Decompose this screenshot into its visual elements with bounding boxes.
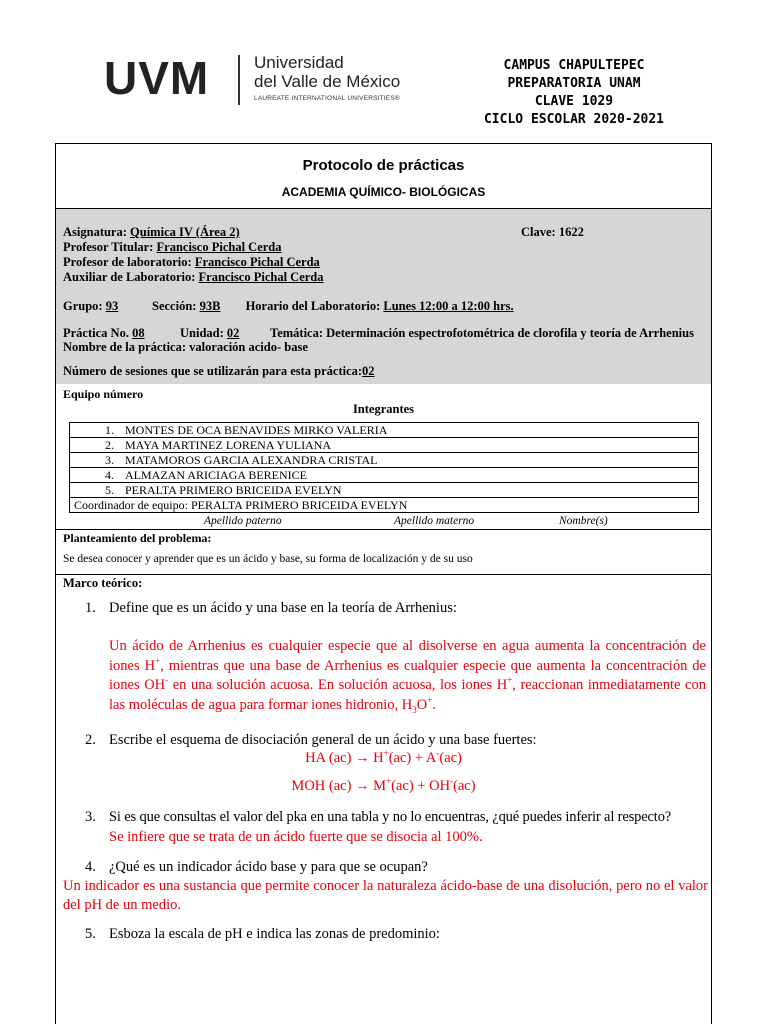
table-row	[70, 468, 699, 483]
superscript: -	[436, 748, 440, 759]
superscript: +	[386, 776, 392, 787]
equation-text: MOH (ac) → M	[291, 778, 387, 794]
equation-base	[56, 778, 711, 795]
question-2: Escribe el esquema de disociación general de un ácido y una base fuertes:	[109, 732, 537, 748]
answer-text: , mientras que una base de Arrhenius es cualquier especie que aumenta la concentración de iones OH	[109, 657, 706, 693]
protocol-subtitle: ACADEMIA QUÍMICO- BIOLÓGICAS	[281, 185, 486, 199]
sesiones-label: Número de sesiones que se utilizarán para esta práctica:	[63, 364, 363, 378]
grupo-label: Grupo:	[63, 299, 106, 313]
protocol-title: Protocolo de prácticas	[302, 157, 465, 174]
coordinador-cell: Coordinador de equipo: PERALTA PRIMERO BRICEIDA EVELYN	[70, 498, 699, 513]
member-cell	[70, 453, 699, 468]
grupo-row	[63, 299, 118, 314]
member-number: 5.	[105, 483, 114, 497]
seccion-label: Sección:	[152, 299, 200, 313]
title-box	[56, 144, 711, 209]
practica-value: 08	[132, 326, 145, 340]
member-name: MONTES DE OCA BENAVIDES MIRKO VALERIA	[125, 423, 388, 437]
table-row	[70, 423, 699, 438]
nombre-practica: Nombre de la práctica: valoración acido- base	[63, 340, 308, 354]
member-number: 3.	[105, 453, 114, 467]
answer-text: .	[432, 696, 436, 713]
equipo-label: Equipo número	[63, 387, 144, 401]
logo-tagline: LAUREATE INTERNATIONAL UNIVERSITIES®	[254, 95, 400, 102]
horario-label: Horario del Laboratorio:	[245, 299, 384, 313]
question-5: Esboza la escala de pH e indica las zonas de predominio:	[109, 926, 440, 942]
horario-value: Lunes 12:00 a 12:00 hrs.	[383, 299, 514, 313]
table-row	[70, 438, 699, 453]
profesor-titular-label: Profesor Titular:	[63, 240, 157, 254]
subscript: 3	[412, 704, 417, 715]
clave-value: Clave: 1622	[521, 225, 584, 239]
seccion-value: 93B	[199, 299, 221, 313]
superscript: +	[383, 748, 389, 759]
planteamiento-title: Planteamiento del problema:	[63, 531, 212, 545]
asignatura-row	[63, 225, 240, 240]
question-number: 1.	[85, 600, 96, 616]
practica-label: Práctica No.	[63, 326, 133, 340]
superscript: +	[427, 694, 433, 705]
sesiones-row	[63, 364, 375, 379]
divider	[56, 574, 711, 575]
equation-text: HA (ac) → H	[305, 750, 384, 766]
member-number: 4.	[105, 468, 114, 482]
member-number: 1.	[105, 423, 114, 437]
member-cell	[70, 483, 699, 498]
question-number: 2.	[85, 732, 96, 748]
auxiliar-row	[63, 270, 324, 285]
member-name: PERALTA PRIMERO BRICEIDA EVELYN	[125, 483, 342, 497]
profesor-lab-row	[63, 255, 320, 270]
member-name: ALMAZAN ARICIAGA BERENICE	[125, 468, 307, 482]
asignatura-value: Química IV (Área 2)	[130, 225, 240, 239]
logo-name-line1: Universidad	[254, 53, 344, 72]
grupo-value: 93	[105, 299, 119, 313]
campus-info	[462, 57, 686, 129]
auxiliar-value: Francisco Pichal Cerda	[198, 270, 324, 284]
unidad-row	[180, 326, 239, 341]
divider	[56, 529, 711, 530]
campus-line: CICLO ESCOLAR 2020-2021	[483, 112, 664, 127]
member-name: MATAMOROS GARCIA ALEXANDRA CRISTAL	[125, 453, 378, 467]
logo-divider	[238, 55, 240, 105]
nombres-label: Nombre(s)	[559, 515, 608, 527]
answer-3: Se infiere que se trata de un ácido fuerte que se disocia al 100%.	[109, 829, 483, 845]
profesor-lab-value: Francisco Pichal Cerda	[194, 255, 320, 269]
answer-1	[109, 637, 706, 715]
question-1: Define que es un ácido y una base en la teoría de Arrhenius:	[109, 600, 457, 616]
equation-text: (ac) + OH	[391, 778, 451, 794]
equation-acid	[56, 750, 711, 767]
tematica: Temática: Determinación espectrofotométrica de clorofila y teoría de Arrhenius	[270, 326, 694, 340]
answer-text: Un ácido de Arrhenius es cualquier especie que al disolverse en agua aumenta la concentración de iones H	[109, 638, 706, 674]
seccion-row	[152, 299, 514, 314]
equation-text: (ac)	[453, 778, 476, 794]
unidad-value: 02	[226, 326, 240, 340]
table-row	[70, 453, 699, 468]
marco-teorico-title: Marco teórico:	[63, 576, 143, 590]
asignatura-label: Asignatura:	[63, 225, 131, 239]
auxiliar-label: Auxiliar de Laboratorio:	[63, 270, 199, 284]
planteamiento-text: Se desea conocer y aprender que es un ácido y base, su forma de localización y de su uso	[63, 553, 473, 565]
superscript: -	[450, 776, 454, 787]
apellido-materno-label: Apellido materno	[394, 515, 475, 527]
sesiones-value: 02	[362, 364, 375, 378]
question-number: 3.	[85, 809, 96, 825]
campus-line: PREPARATORIA UNAM	[507, 76, 641, 91]
apellido-paterno-label: Apellido paterno	[204, 515, 282, 527]
answer-text: O	[416, 696, 428, 713]
members-table	[69, 422, 699, 513]
profesor-titular-value: Francisco Pichal Cerda	[156, 240, 282, 254]
question-4: ¿Qué es un indicador ácido base y para que se ocupan?	[109, 859, 428, 875]
superscript: +	[507, 675, 513, 686]
question-number: 4.	[85, 859, 96, 875]
profesor-lab-label: Profesor de laboratorio:	[63, 255, 195, 269]
question-number: 5.	[85, 926, 96, 942]
question-3: Si es que consultas el valor del pka en una tabla y no lo encuentras, ¿qué puedes inferir al respecto?	[109, 809, 672, 825]
equation-text: (ac) + A	[388, 750, 437, 766]
member-name: MAYA MARTINEZ LORENA YULIANA	[125, 438, 332, 452]
campus-line: CAMPUS CHAPULTEPEC	[503, 58, 645, 73]
logo-university-name	[254, 53, 400, 91]
unidad-label: Unidad:	[180, 326, 227, 340]
equation-text: (ac)	[439, 750, 462, 766]
info-section	[56, 209, 711, 384]
logo-name-line2: del Valle de México	[254, 72, 401, 91]
member-number: 2.	[105, 438, 114, 452]
campus-line: CLAVE 1029	[534, 94, 614, 109]
member-cell	[70, 438, 699, 453]
table-row	[70, 483, 699, 498]
answer-text: en una solución acuosa. En solución acuosa, los iones H	[168, 677, 508, 693]
uvm-logo	[104, 52, 401, 104]
answer-4: Un indicador es una sustancia que permite conocer la naturaleza ácido-base de una disolución, pero no el valor del pH de un medio.	[63, 878, 708, 913]
superscript: +	[155, 655, 161, 666]
table-row	[70, 498, 699, 513]
superscript: -	[165, 675, 169, 686]
profesor-titular-row	[63, 240, 282, 255]
integrantes-label: Integrantes	[352, 402, 415, 416]
protocol-frame	[55, 143, 712, 1024]
practica-row	[63, 326, 145, 341]
member-cell	[70, 423, 699, 438]
answer-text: , reaccionan inmediatamente con las moléculas de agua para formar iones hidronio, H	[109, 677, 706, 713]
member-cell	[70, 468, 699, 483]
logo-text: UVM	[104, 52, 210, 104]
